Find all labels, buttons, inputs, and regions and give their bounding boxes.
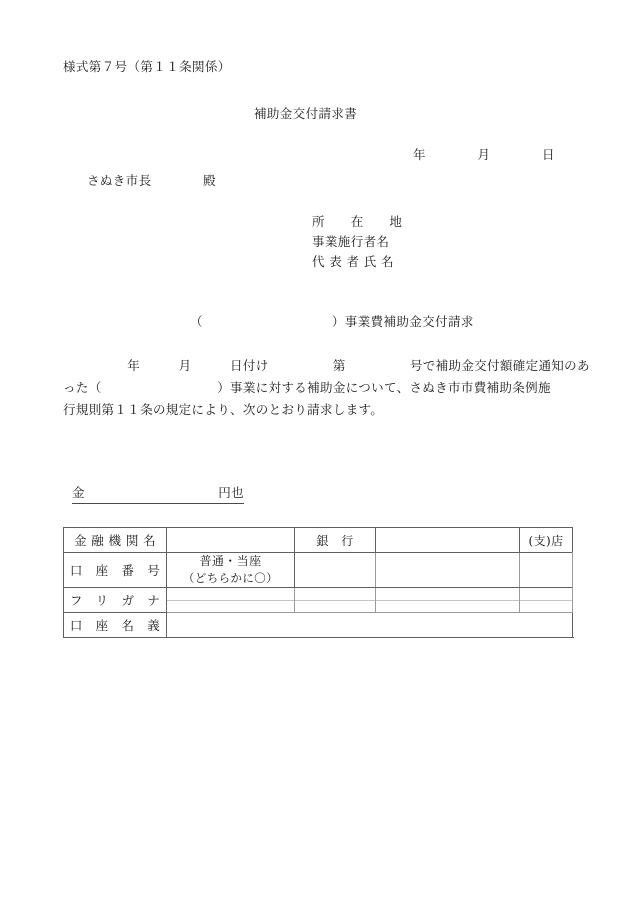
- addressee: さぬき市長 殿: [87, 173, 217, 188]
- furigana-cell[interactable]: [520, 588, 573, 613]
- account-digit-cell[interactable]: [520, 553, 573, 588]
- financial-institution-name-input[interactable]: [167, 528, 295, 553]
- account-type-hint: （どちらかに〇）: [182, 571, 279, 585]
- applicant-field-address: 所 在 地: [312, 214, 403, 229]
- applicant-field-operator-name: 事業施行者名: [312, 234, 390, 249]
- table-row: [64, 553, 573, 588]
- subject-line: （ ）事業費補助金交付請求: [190, 314, 474, 329]
- furigana-cell[interactable]: [295, 588, 376, 613]
- table-row: [64, 528, 573, 553]
- account-type-options: 普通・当座: [199, 554, 262, 568]
- furigana-cell[interactable]: [376, 588, 520, 613]
- body-paragraph: [63, 355, 590, 421]
- amount-line: [72, 483, 244, 504]
- row-label-account-holder: 口 座 名 義: [64, 613, 167, 638]
- applicant-block: [312, 212, 402, 272]
- bank-account-table: [63, 527, 573, 638]
- account-holder-name-input[interactable]: [167, 613, 573, 638]
- branch-name-input[interactable]: [376, 528, 520, 553]
- furigana-cell[interactable]: [167, 588, 295, 613]
- account-type-selector[interactable]: [167, 553, 295, 588]
- body-line-2: った（ ）事業に対する補助金について、さぬき市市費補助条例施: [63, 380, 551, 395]
- body-line-1: 年 月 日付け 第 号で補助金交付額確定通知のあ: [63, 358, 590, 373]
- date-line: 年 月 日: [413, 147, 555, 162]
- account-digit-cell[interactable]: [295, 553, 376, 588]
- body-line-3: 行規則第１１条の規定により、次のとおり請求します。: [63, 402, 384, 417]
- applicant-field-representative-name: 代 表 者 氏 名: [312, 254, 394, 269]
- amount-suffix: 円也: [218, 485, 244, 500]
- table-row: [64, 588, 573, 613]
- bank-suffix-label: 銀 行: [295, 528, 376, 553]
- form-number: 様式第７号（第１１条関係）: [63, 59, 231, 74]
- account-digit-cell[interactable]: [376, 553, 520, 588]
- amount-prefix: 金: [72, 485, 85, 500]
- page-title: 補助金交付請求書: [254, 106, 358, 121]
- row-label-account-number: 口 座 番 号: [64, 553, 167, 588]
- table-row: [64, 613, 573, 638]
- branch-suffix-label: (支)店: [520, 528, 573, 553]
- row-label-financial-institution: 金 融 機 関 名: [64, 528, 167, 553]
- row-label-furigana: フ リ ガ ナ: [64, 588, 167, 613]
